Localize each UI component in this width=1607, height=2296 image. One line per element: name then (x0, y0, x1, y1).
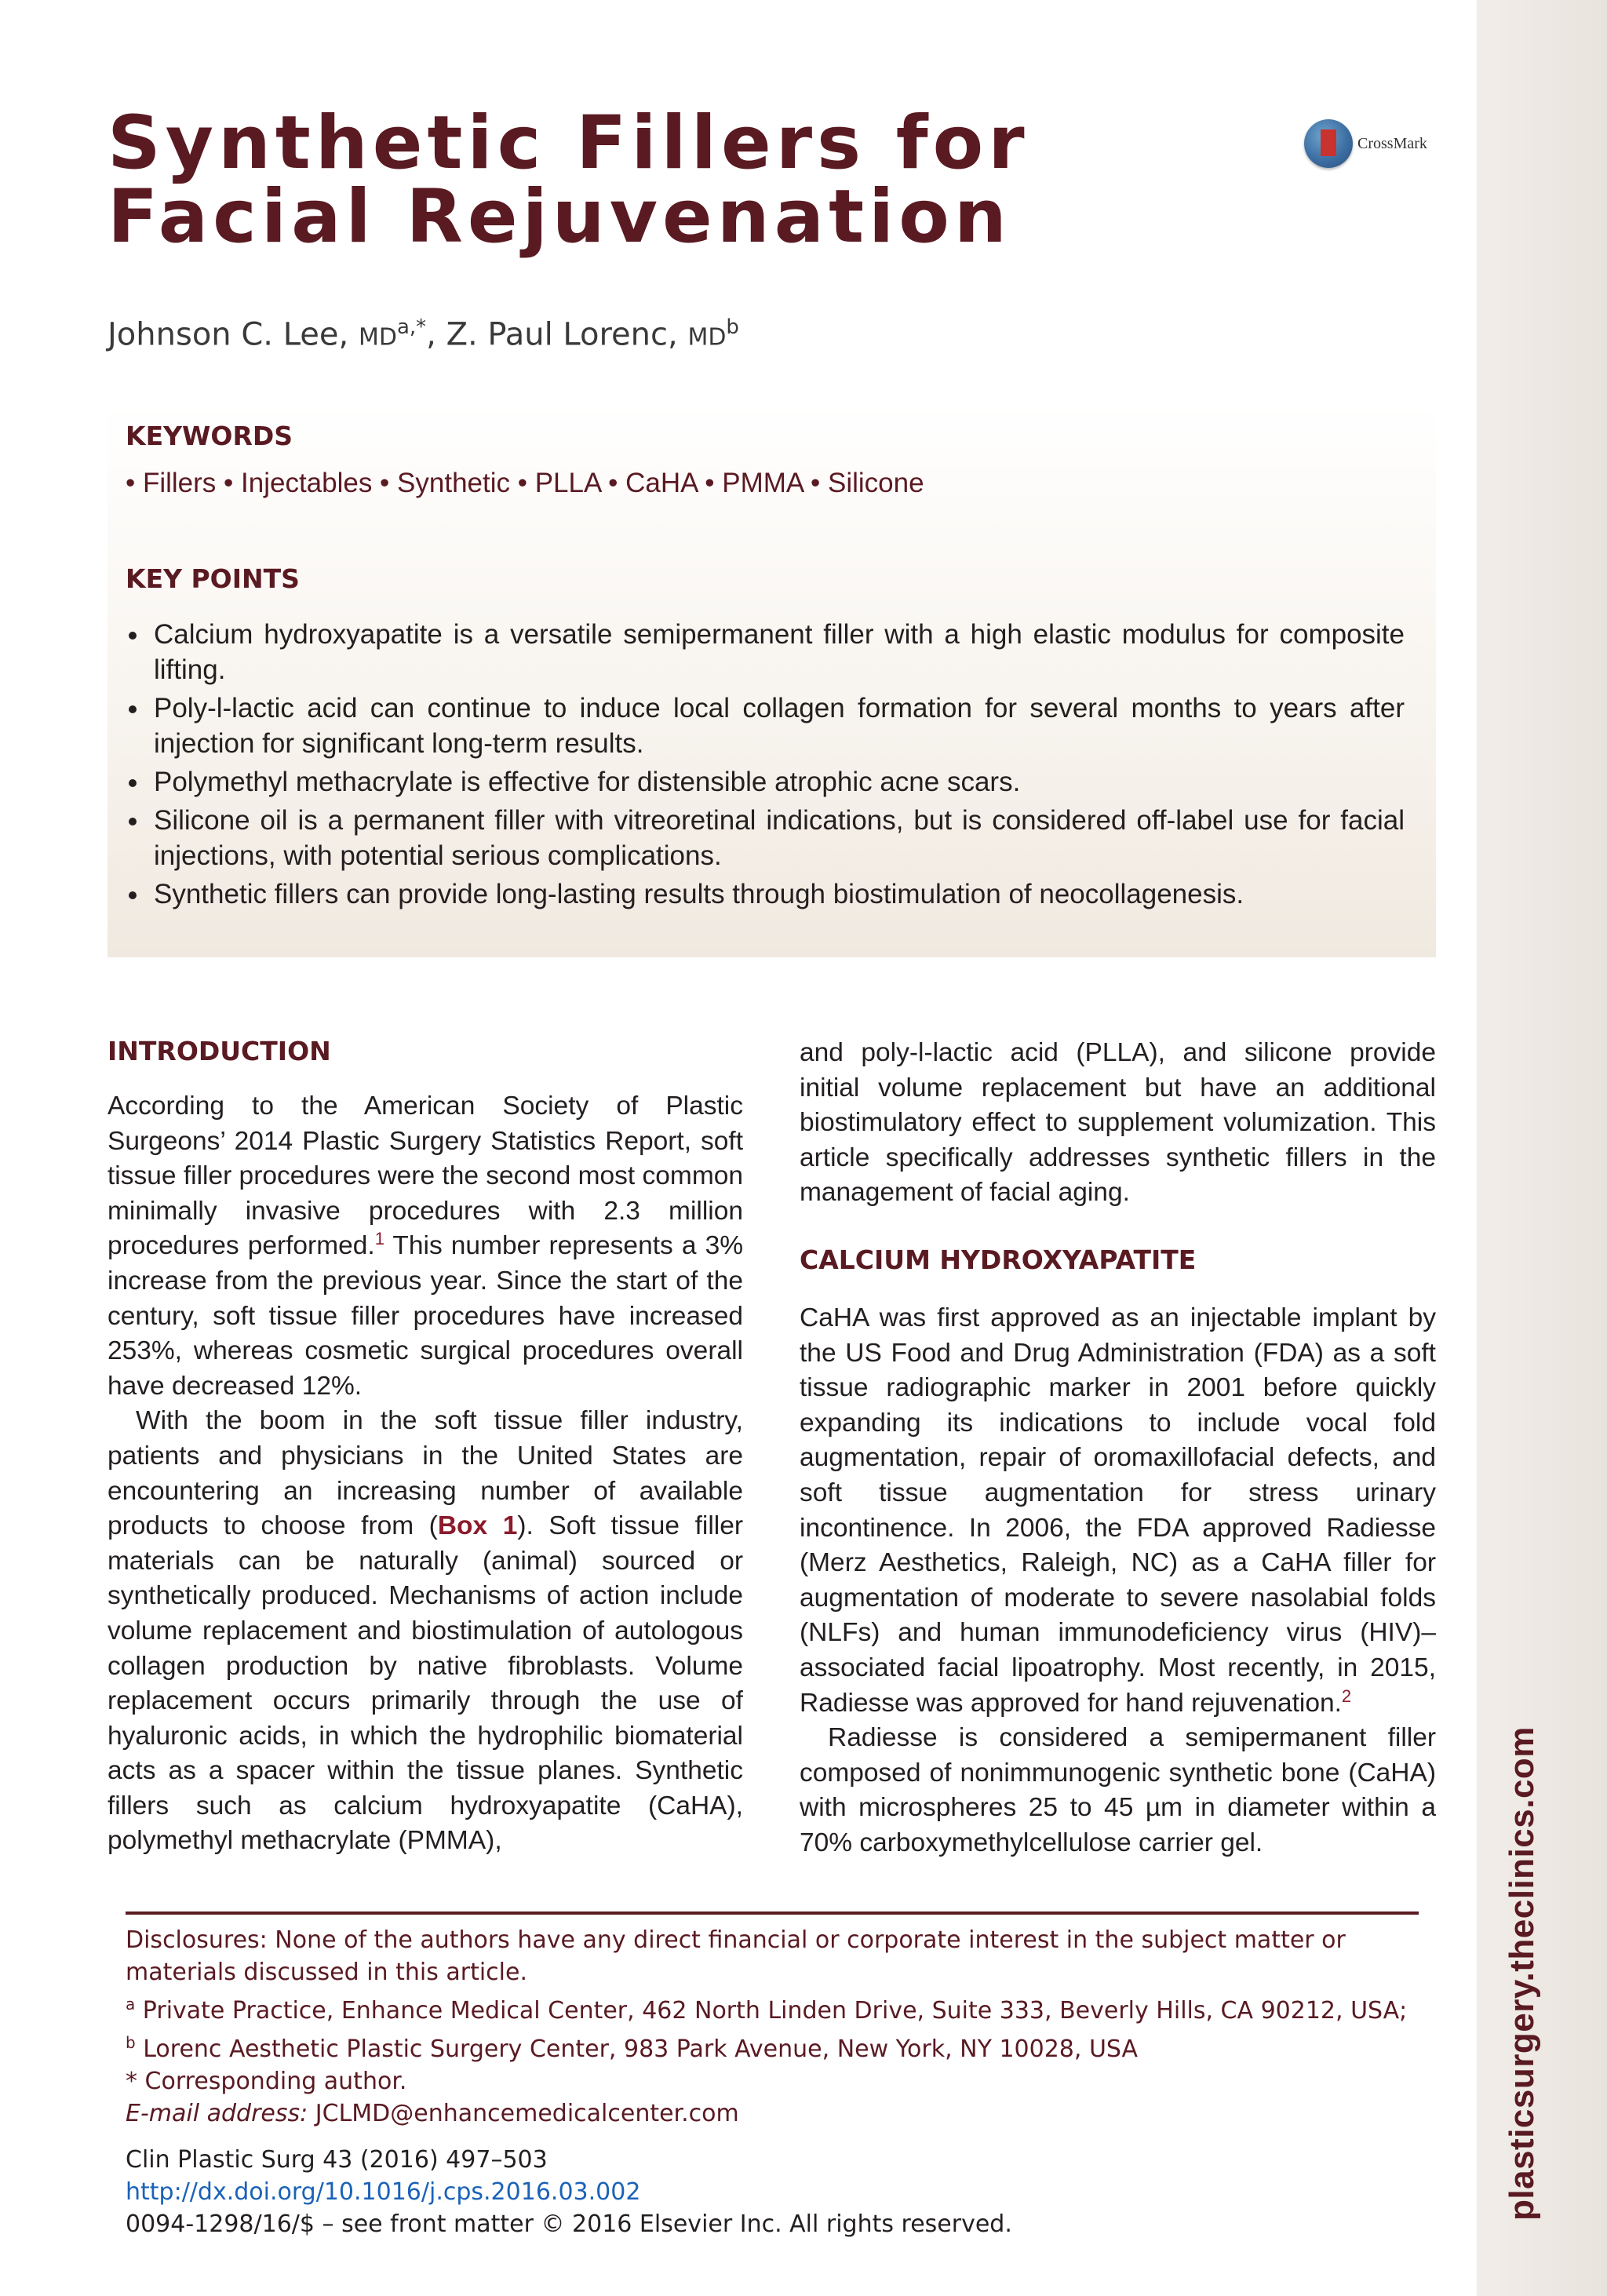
author-name: Johnson C. Lee, (107, 316, 349, 353)
right-column (800, 1036, 1436, 1211)
crossmark-label: CrossMark (1357, 134, 1427, 152)
introduction-heading: INTRODUCTION (107, 1036, 331, 1066)
left-column (107, 1089, 743, 1859)
corresponding-author-note: * Corresponding author. (126, 2068, 407, 2095)
email-label: E-mail address: (126, 2100, 308, 2127)
article-title: Synthetic Fillers for Facial Rejuvenation (107, 100, 1029, 260)
copyright-line: 0094-1298/16/$ – see front matter © 2016 Elsevier Inc. All rights reserved. (126, 2210, 1012, 2238)
journal-sidebar (1477, 0, 1607, 2296)
keywords-list: • Fillers • Injectables • Synthetic • PLLA • CaHA • PMMA • Silicone (126, 468, 924, 498)
affiliation-a: $^a$ Private Practice, Enhance Medical Center, 462 North Linden Drive, Suite 333, Beverly Hills, CA 90212, USA; (126, 1995, 1408, 2024)
keywords-heading: KEYWORDS (126, 421, 293, 451)
disclosure-note: Disclosures: None of the authors have any direct financial or corporate interest in the subject matter or materials discussed in this article. (126, 1926, 1346, 1986)
reference-link[interactable]: 2 (1341, 1686, 1352, 1706)
keypoint-item: Silicone oil is a permanent filler with vitreoretinal indications, but is considered off-label use for facial injections, with potential serious complications. (126, 803, 1405, 873)
intro-paragraph-1: According to the American Society of Plastic Surgeons’ 2014 Plastic Surgery Statistics Report, soft tissue filler procedures were the second most common minimally invasive procedures with 2.3 million procedures performed.$^1$ This number represents a 3% increase from the previous year. Since the start of the century, soft tissue filler procedures have increased 253%, whereas cosmetic surgical procedures overall have decreased 12%. (107, 1092, 743, 1401)
keypoints-list (126, 617, 1405, 915)
author-affiliation-mark: b (726, 315, 739, 339)
intro-paragraph-2: With the boom in the soft tissue filler industry, patients and physicians in the United States are encountering an increasing number of available products to choose from (Box 1). Soft tissue filler materials can be naturally (animal) sourced or synthetically produced. Mechanisms of action include volume replacement and biostimulation of autologous collagen production by native fibroblasts. Volume replacement occurs primarily through the use of hyaluronic acids, in which the hydrophilic biomaterial acts as a spacer within the tissue planes. Synthetic fillers such as calcium hydroxyapatite (CaHA), polymethyl methacrylate (PMMA), (107, 1406, 743, 1856)
keypoint-item: Synthetic fillers can provide long-lasting results through biostimulation of neocollagenesis. (126, 876, 1405, 912)
box-reference-link[interactable]: Box 1 (437, 1511, 518, 1541)
keypoint-item: Polymethyl methacrylate is effective for distensible atrophic acne scars. (126, 764, 1405, 800)
author-degree: MD (687, 323, 727, 352)
citation-block (126, 2144, 1012, 2240)
calcium-hydroxyapatite-heading: CALCIUM HYDROXYAPATITE (800, 1245, 1197, 1275)
intro-paragraph-3: and poly-l-lactic acid (PLLA), and silicone provide initial volume replacement but have an additional biostimulatory effect to supplement volumization. This article specifically addresses synthetic fillers in the management of facial aging. (800, 1038, 1436, 1208)
email-line (126, 2097, 1419, 2130)
crossmark-badge[interactable] (1304, 119, 1427, 168)
email-address[interactable]: JCLMD@enhancemedicalcenter.com (308, 2100, 739, 2127)
keypoints-heading: KEY POINTS (126, 563, 300, 594)
author-name: Z. Paul Lorenc, (446, 316, 678, 353)
sidebar-url[interactable]: plasticsurgery.theclinics.com (1503, 1726, 1541, 2221)
doi-link[interactable]: http://dx.doi.org/10.1016/j.cps.2016.03.002 (126, 2178, 641, 2206)
footnote-divider (126, 1912, 1419, 1915)
author-affiliation-mark: a,* (396, 315, 427, 339)
author-list: Johnson C. Lee, $MD^{a,*}$, Z. Paul Lorenc, $MD^b$ (107, 315, 739, 353)
caha-section (800, 1301, 1436, 1861)
affiliation-b: $^b$ Lorenc Aesthetic Plastic Surgery Center, 983 Park Avenue, New York, NY 10028, USA (126, 2033, 1139, 2063)
journal-citation: Clin Plastic Surg 43 (2016) 497–503 (126, 2146, 548, 2174)
caha-paragraph-2: Radiesse is considered a semipermanent filler composed of nonimmunogenic synthetic bone (CaHA) with microspheres 25 to 45 µm in diameter within a 70% carboxymethylcellulose carrier gel. (800, 1723, 1436, 1857)
author-degree: MD (358, 323, 397, 352)
caha-paragraph-1: CaHA was first approved as an injectable implant by the US Food and Drug Administration (FDA) as a soft tissue radiographic marker in 2001 before quickly expanding its indications to include vocal fold augmentation, repair of oromaxillofacial defects, and soft tissue augmentation for stress urinary incontinence. In 2006, the FDA approved Radiesse (Merz Aesthetics, Raleigh, NC) as a CaHA filler for augmentation of moderate to severe nasolabial folds (NLFs) and human immunodeficiency virus (HIV)–associated facial lipoatrophy. Most recently, in 2015, Radiesse was approved for hand rejuvenation.$^2$ (800, 1303, 1436, 1718)
footnotes (126, 1924, 1419, 2130)
crossmark-icon (1304, 119, 1353, 168)
reference-link[interactable]: 1 (374, 1229, 384, 1249)
keypoint-item: Calcium hydroxyapatite is a versatile semipermanent filler with a high elastic modulus for composite lifting. (126, 617, 1405, 687)
keypoint-item: Poly-l-lactic acid can continue to induce local collagen formation for several months to years after injection for significant long-term results. (126, 691, 1405, 761)
